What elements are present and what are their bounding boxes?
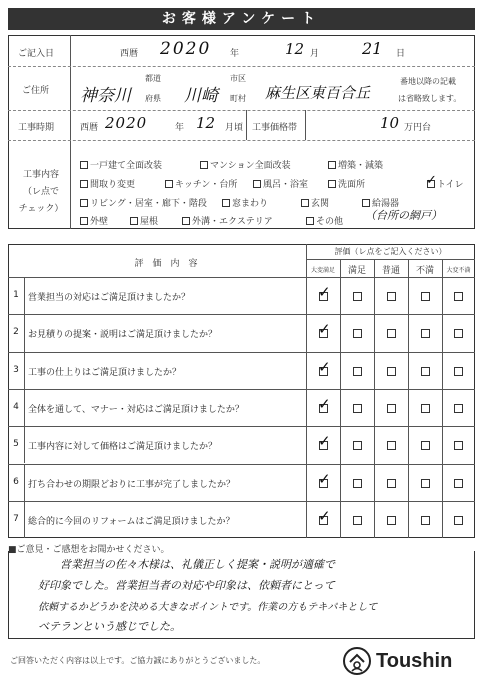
- question-number: 7: [13, 513, 19, 524]
- rating-checkbox[interactable]: [454, 292, 463, 301]
- rating-checkbox[interactable]: [421, 329, 430, 338]
- check-mark-icon: ✓: [318, 357, 331, 376]
- checkbox[interactable]: [253, 180, 261, 188]
- work-option-label: 外壁: [90, 217, 109, 227]
- rating-checkbox[interactable]: [421, 516, 430, 525]
- question-text: 営業担当の対応はご満足頂けましたか？: [28, 293, 191, 303]
- check-mark-icon: ✓: [426, 173, 437, 188]
- question-text: 工事内容に対して価格はご満足頂けましたか？: [28, 442, 218, 453]
- check-mark-icon: ✓: [318, 394, 331, 413]
- checkbox[interactable]: [182, 217, 190, 225]
- work-period-year-unit: 年: [175, 123, 185, 133]
- work-option[interactable]: [182, 214, 273, 227]
- comment-line: 営業担当の佐々木様は、礼儀正しく提案・説明が適確で: [60, 558, 335, 571]
- rating-checkbox[interactable]: [421, 441, 430, 450]
- rating-checkbox[interactable]: [387, 441, 396, 450]
- price-range-value[interactable]: 10: [380, 114, 400, 132]
- address-label: ご住所: [22, 86, 50, 96]
- checkbox[interactable]: [306, 217, 314, 225]
- work-option-label: 増築・減築: [338, 161, 384, 171]
- question-text: お見積りの提案・説明はご満足頂けましたか？: [28, 330, 218, 341]
- checkbox[interactable]: [80, 217, 88, 225]
- rating-checkbox[interactable]: [353, 441, 362, 450]
- rating-checkbox[interactable]: [454, 367, 463, 376]
- work-option-label: 窓まわり: [232, 199, 269, 209]
- question-text: 全体を通して、マナー・対応はご満足頂けましたか？: [28, 404, 244, 415]
- rating-checkbox[interactable]: [353, 516, 362, 525]
- comment-line: 依頼するかどうかを決める大きなポイントです。作業の方もテキパキとして: [38, 602, 378, 613]
- address-city[interactable]: 川崎: [184, 86, 218, 106]
- rating-checkbox[interactable]: [421, 479, 430, 488]
- rating-checkbox[interactable]: [421, 404, 430, 413]
- work-option-label: 一戸建て全面改装: [90, 161, 163, 171]
- work-option-label: 屋根: [140, 217, 159, 227]
- checkbox[interactable]: [80, 161, 88, 169]
- work-option-label: キッチン・台所: [175, 180, 238, 190]
- checkbox[interactable]: [130, 217, 138, 225]
- question-number: 1: [13, 290, 19, 300]
- city-unit-top: 市区: [230, 74, 246, 83]
- rating-checkbox[interactable]: [421, 292, 430, 301]
- entry-date-era: 西暦: [120, 49, 139, 59]
- address-note-line2: は省略致します。: [398, 94, 462, 103]
- rating-scale-header: 大変不満: [446, 267, 471, 274]
- price-range-unit: 万円台: [404, 123, 432, 133]
- rating-scale-header: 不満: [415, 266, 434, 276]
- check-mark-icon: ✓: [318, 320, 331, 339]
- checkbox[interactable]: [200, 161, 208, 169]
- rating-checkbox[interactable]: [387, 329, 396, 338]
- work-option[interactable]: [80, 158, 162, 171]
- rating-checkbox[interactable]: [454, 404, 463, 413]
- work-option[interactable]: [130, 214, 158, 227]
- toushin-logo: [342, 646, 472, 676]
- question-number: 3: [13, 364, 19, 375]
- entry-date-year[interactable]: 2020: [160, 39, 212, 59]
- checkbox[interactable]: [165, 180, 173, 188]
- work-option-label: 風呂・浴室: [263, 180, 309, 190]
- check-mark-icon: ✓: [318, 432, 331, 451]
- rating-checkbox[interactable]: [387, 479, 396, 488]
- work-option-label: マンション全面改装: [210, 161, 291, 171]
- checkbox[interactable]: [328, 161, 336, 169]
- question-number: 2: [13, 327, 19, 338]
- question-text: 打ち合わせの期限どおりに工事が完了しましたか？: [28, 479, 236, 490]
- rating-checkbox[interactable]: [454, 441, 463, 450]
- rating-checkbox[interactable]: [353, 404, 362, 413]
- entry-date-year-unit: 年: [230, 49, 240, 59]
- checkbox[interactable]: [328, 180, 336, 188]
- rating-scale-header: 大変満足: [310, 267, 335, 274]
- rating-checkbox[interactable]: [353, 479, 362, 488]
- price-range-label: 工事価格帯: [252, 123, 298, 133]
- address-prefecture[interactable]: 神奈川: [80, 86, 131, 106]
- comment-line: 好印象でした。営業担当者の対応や印象は、依頼者にとって: [38, 579, 335, 592]
- work-option-label: その他: [316, 217, 344, 227]
- question-text: 総合的に今回のリフォームはご満足頂けましたか？: [28, 516, 235, 527]
- address-area[interactable]: 麻生区東百合丘: [265, 84, 371, 102]
- work-option-label: 洗面所: [338, 180, 366, 190]
- rating-checkbox[interactable]: [387, 292, 396, 301]
- entry-date-day[interactable]: 21: [362, 39, 383, 58]
- comment-line: ベテランという感じでした。: [38, 620, 181, 633]
- work-option[interactable]: [80, 214, 108, 227]
- survey-title: お客様アンケート: [8, 8, 475, 30]
- work-content-label: 工事内容 （レ点で チェック）: [18, 170, 64, 214]
- entry-date-month[interactable]: 12: [285, 40, 305, 58]
- entry-date-month-unit: 月: [310, 49, 320, 59]
- rating-checkbox[interactable]: [353, 329, 362, 338]
- work-option-label: 間取り変更: [90, 180, 136, 190]
- rating-checkbox[interactable]: [454, 479, 463, 488]
- rating-scale-header: 普通: [381, 266, 400, 276]
- work-option[interactable]: [301, 196, 329, 209]
- city-unit-bottom: 町村: [230, 94, 246, 103]
- work-option-label: 外溝・エクステリア: [192, 217, 273, 227]
- work-option-label: リビング・居室・廊下・階段: [90, 199, 207, 209]
- evaluation-table: [8, 244, 475, 538]
- rating-checkbox[interactable]: [387, 516, 396, 525]
- rating-checkbox[interactable]: [421, 367, 430, 376]
- work-option[interactable]: [328, 177, 365, 190]
- pref-unit-top: 都道: [145, 74, 161, 83]
- rating-checkbox[interactable]: [353, 292, 362, 301]
- comments-label: ■ご意見・ご感想をお聞かせください。: [8, 545, 170, 555]
- work-period-label: 工事時期: [18, 123, 55, 133]
- brand-name: Toushin: [376, 650, 453, 672]
- checkbox[interactable]: [301, 199, 309, 207]
- work-option-label: 玄関: [311, 199, 330, 209]
- checkbox[interactable]: [362, 199, 370, 207]
- checkbox[interactable]: [426, 173, 437, 188]
- work-period-month[interactable]: 12: [196, 114, 216, 132]
- house-logo-icon: [342, 646, 372, 676]
- rating-checkbox[interactable]: [353, 367, 362, 376]
- pref-unit-bottom: 府県: [145, 94, 161, 103]
- work-option[interactable]: [426, 173, 464, 190]
- rating-checkbox[interactable]: [387, 367, 396, 376]
- question-number: 4: [13, 401, 19, 412]
- work-option[interactable]: [222, 196, 268, 209]
- eval-header-rating: 評価（レ点をご記入ください）: [334, 247, 447, 256]
- rating-checkbox[interactable]: [454, 329, 463, 338]
- question-number: 5: [13, 439, 19, 450]
- work-period-year[interactable]: 2020: [105, 114, 148, 132]
- question-number: 6: [13, 476, 19, 487]
- rating-checkbox[interactable]: [454, 516, 463, 525]
- checkbox[interactable]: [222, 199, 230, 207]
- rating-scale-header: 満足: [347, 266, 366, 276]
- entry-date-day-unit: 日: [396, 49, 406, 59]
- address-note-line1: 番地以降の記載: [400, 77, 456, 86]
- work-option[interactable]: [80, 177, 135, 190]
- work-option[interactable]: [165, 177, 237, 190]
- work-option[interactable]: [306, 214, 343, 227]
- check-mark-icon: ✓: [318, 469, 331, 488]
- work-other-text[interactable]: （台所の網戸）: [365, 209, 442, 222]
- entry-date-label: ご記入日: [18, 49, 55, 59]
- work-period-month-unit: 月頃: [225, 123, 244, 133]
- check-mark-icon: ✓: [318, 283, 331, 301]
- work-period-era: 西暦: [80, 123, 99, 133]
- work-option[interactable]: [328, 158, 383, 171]
- checkbox[interactable]: [80, 180, 88, 188]
- footer-note: ご回答いただく内容は以上です。ご協力誠にありがとうございました。: [10, 656, 266, 665]
- checkbox[interactable]: [80, 199, 88, 207]
- work-option-label: トイレ: [437, 180, 464, 190]
- work-option[interactable]: [253, 177, 308, 190]
- work-option[interactable]: [200, 158, 291, 171]
- eval-header-content: 評 価 内 容: [134, 259, 198, 269]
- question-text: 工事の仕上りはご満足頂けましたか？: [28, 367, 182, 378]
- work-option[interactable]: [80, 196, 207, 209]
- check-mark-icon: ✓: [318, 506, 331, 525]
- work-option-label: 給湯器: [372, 199, 400, 209]
- rating-checkbox[interactable]: [387, 404, 396, 413]
